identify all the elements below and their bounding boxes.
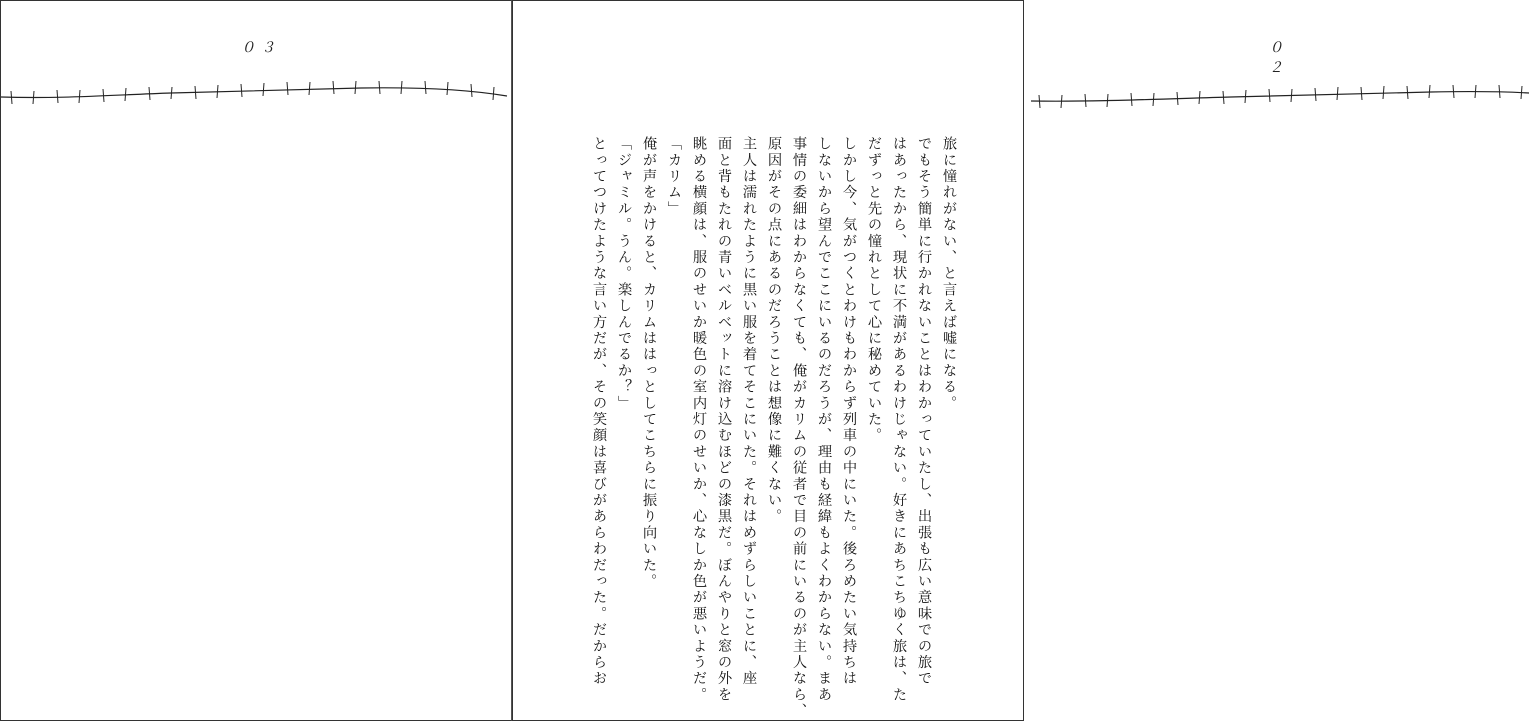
text-line: とってつけたような言い方だが、その笑顔は喜びがあらわだった。だからお: [591, 136, 607, 687]
text-line: 旅に憧れがない、と言えば嘘になる。: [941, 136, 957, 412]
text-line: しないから望んでここにいるのだろうが、理由も経緯もよくわからない。まあ: [816, 136, 832, 703]
text-line: 主人は濡れたように黒い服を着てそこにいた。それはめずらしいことに、座: [741, 136, 757, 687]
text-line: でもそう簡単に行かれないことはわかっていたし、出張も広い意味での旅で: [916, 136, 932, 687]
text-line: 原因がその点にあるのだろうことは想像に難くない。: [766, 136, 782, 525]
left-page: [0, 0, 512, 721]
text-line: 「ジャミル。うん。楽しんでるか？」: [616, 136, 632, 412]
body-text-right: [561, 136, 961, 720]
page-number-left: ０３: [241, 40, 281, 56]
text-line: 「カリム」: [666, 136, 682, 217]
barbed-wire-divider-right: [1031, 71, 1531, 111]
text-line: 俺が声をかけると、カリムははっとしてこちらに振り向いた。: [641, 136, 657, 590]
text-line: しかし今、気がつくとわけもわからず列車の中にいた。後ろめたい気持ちは: [841, 136, 857, 687]
text-line: 事情の委細はわからなくても、俺がカリムの従者で目の前にいるのが主人なら、: [791, 136, 807, 720]
right-page: [512, 0, 1289, 721]
text-line: はあったから、現状に不満があるわけじゃない。好きにあちこちゆく旅は、た: [891, 136, 907, 703]
page-number-right: ０２: [1269, 40, 1289, 76]
barbed-wire-divider-left: [1, 71, 511, 111]
text-line: だずっと先の憧れとして心に秘めていた。: [866, 136, 882, 444]
text-line: 眺める横顔は、服のせいか暖色の室内灯のせいか、心なしか色が悪いようだ。: [691, 136, 707, 703]
text-line: 面と背もたれの青いベルベットに溶け込むほどの漆黒だ。ぼんやりと窓の外を: [716, 136, 732, 703]
